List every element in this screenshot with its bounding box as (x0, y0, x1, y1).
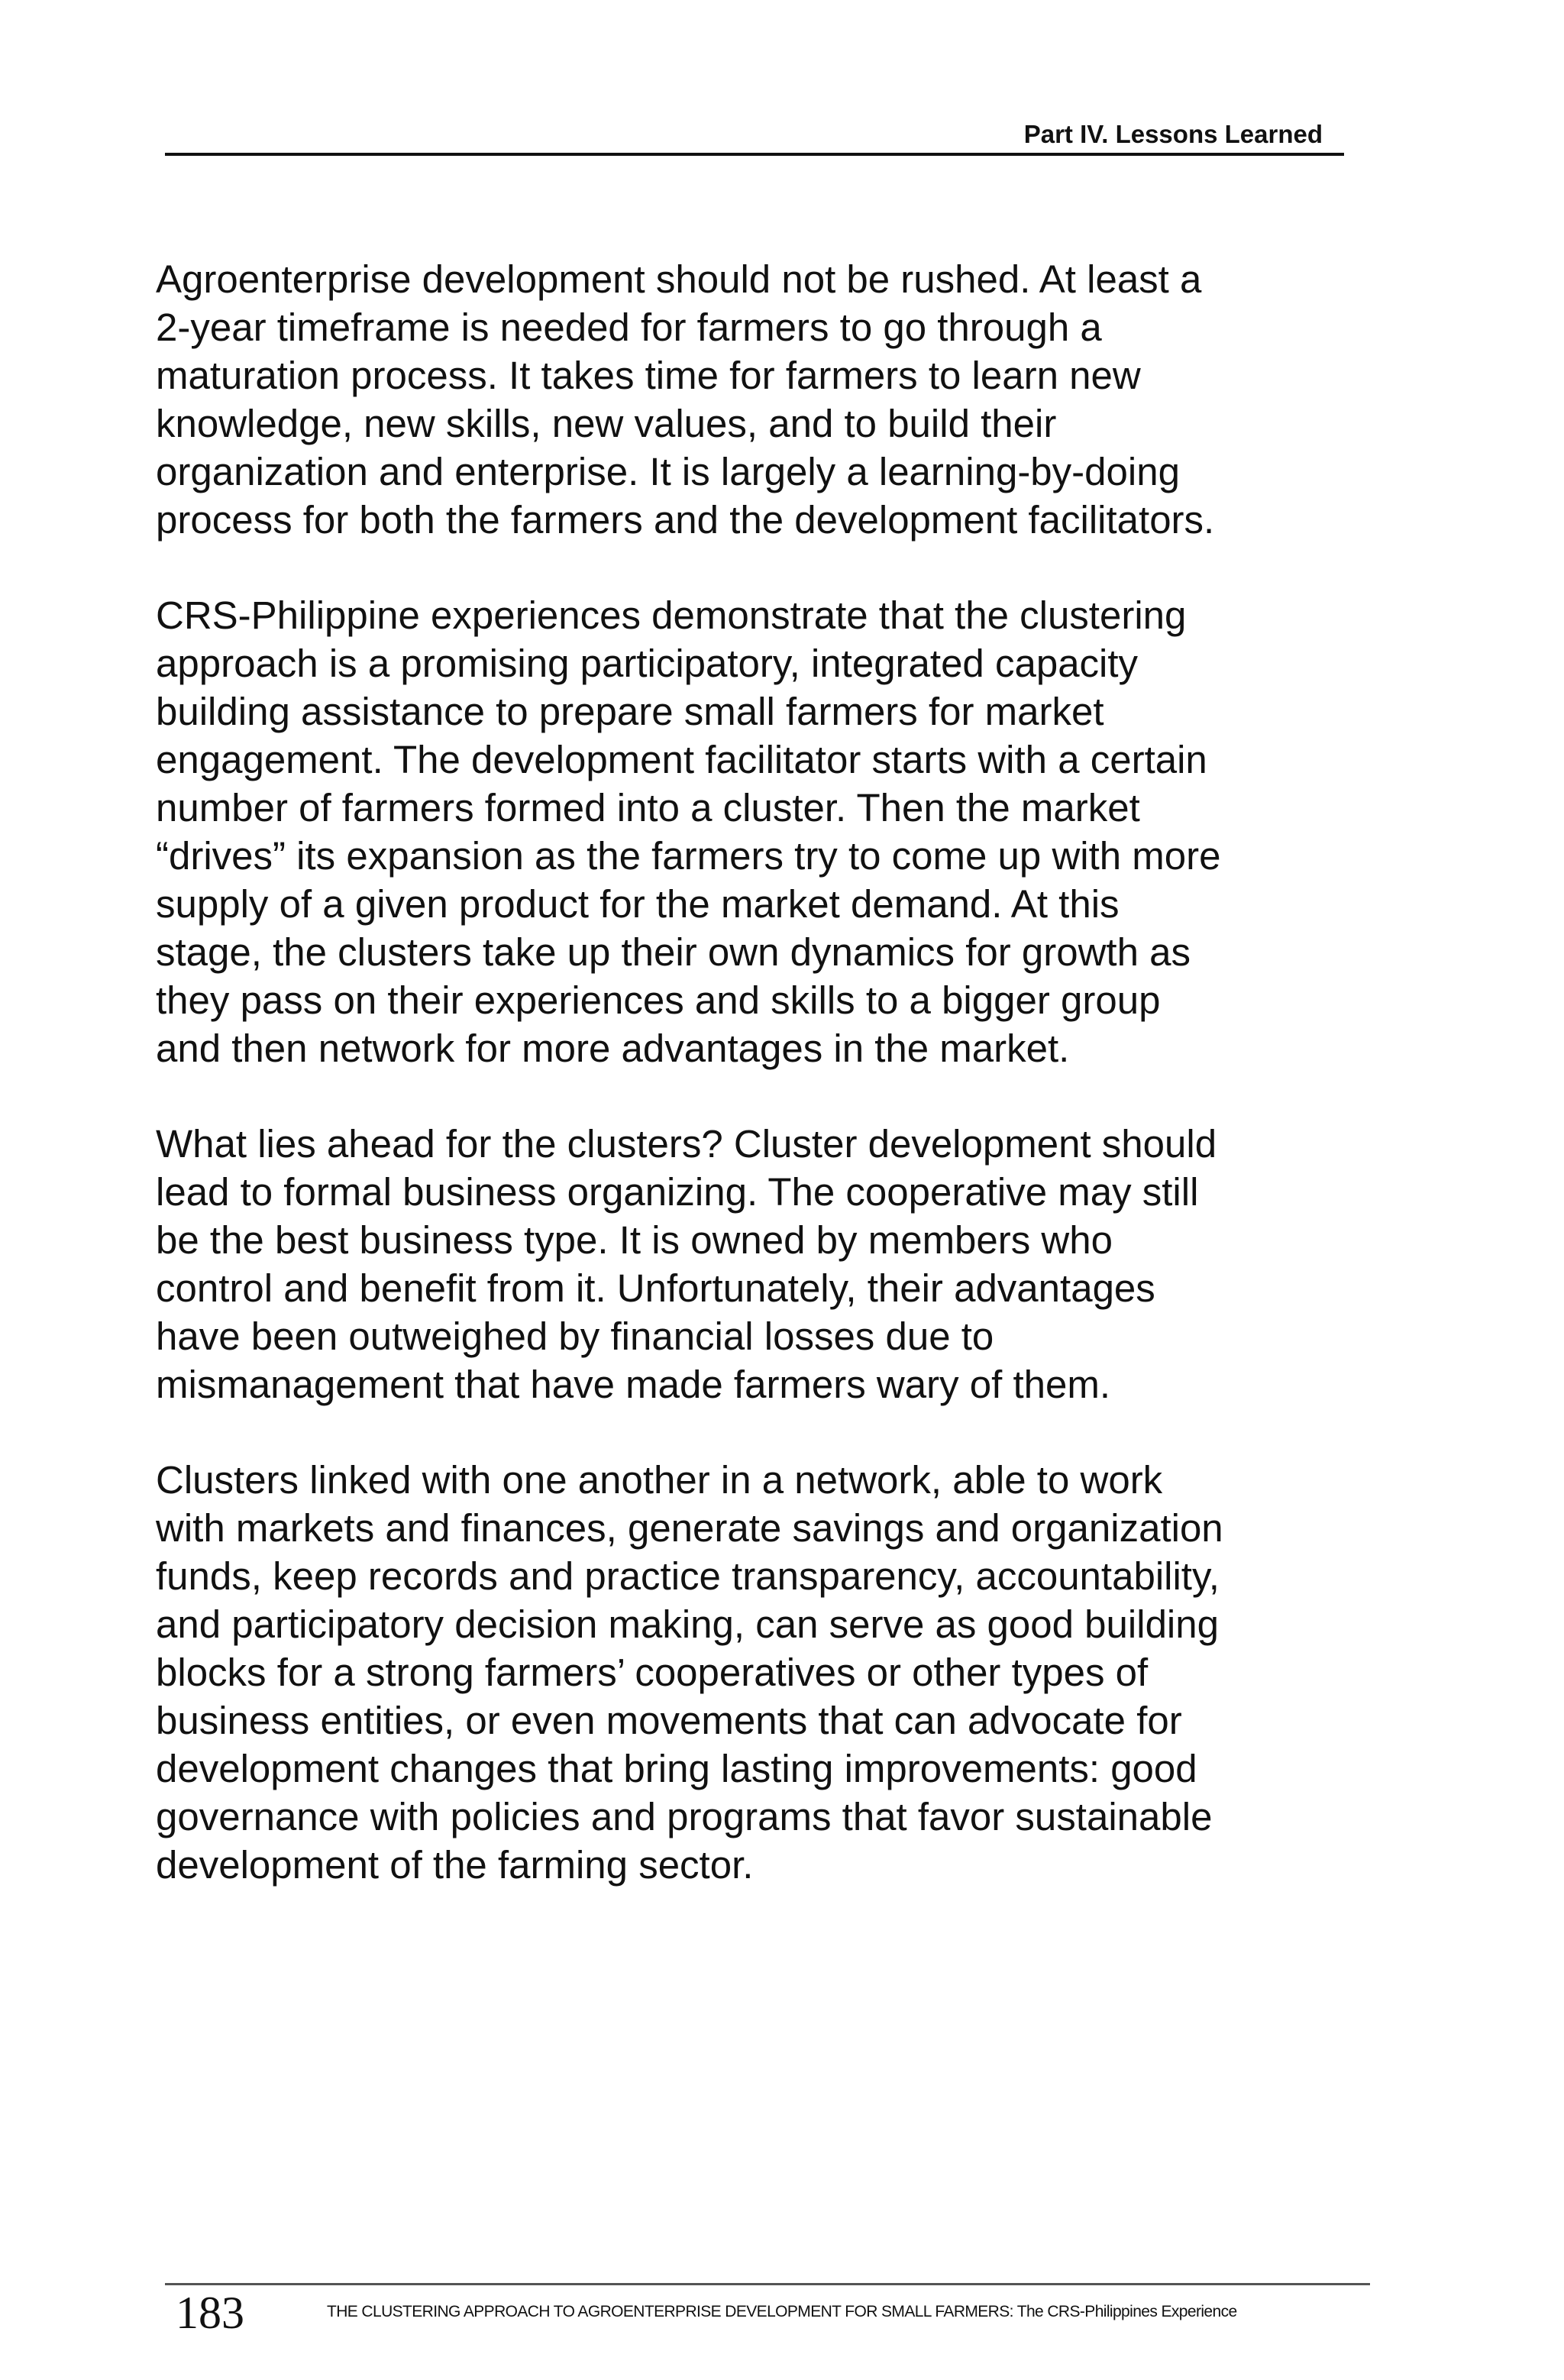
paragraph: What lies ahead for the clusters? Cluster development should lead to formal business organizing. The cooperative may still be the best business type. It is owned by members who control and benefit from it. Unfortunately, their advantages have been outweighed by financial losses due to mismanagement that have made farmers wary of them. (156, 1122, 1217, 1406)
page-number: 183 (176, 2288, 244, 2338)
running-header (165, 119, 1344, 156)
paragraph: CRS-Philippine experiences demonstrate that the clustering approach is a promising participatory, integrated capacity building assistance to prepare small farmers for market engagement. The development facilitator starts with a certain number of farmers formed into a cluster. Then the market “drives” its expansion as the farmers try to come up with more supply of a given product for the market demand. At this stage, the clusters take up their own dynamics for growth as they pass on their experiences and skills to a bigger group and then network for more advantages in the market. (156, 593, 1221, 1070)
book-title: THE CLUSTERING APPROACH TO AGROENTERPRISE DEVELOPMENT FOR SMALL FARMERS: The CRS-Philippines Experience (327, 2303, 1237, 2320)
footer-divider (165, 2283, 1370, 2285)
section-title: Part IV. Lessons Learned (1023, 120, 1323, 148)
paragraph: Agroenterprise development should not be rushed. At least a 2-year timeframe is needed for farmers to go through a maturation process. It takes time for farmers to learn new knowledge, new skills, new values, and to build their organization and enterprise. It is largely a learning-by-doing process for both the farmers and the development facilitators. (156, 257, 1215, 542)
paragraph: Clusters linked with one another in a network, able to work with markets and finances, generate savings and organization funds, keep records and practice transparency, accountability, and participatory decision making, can serve as good building blocks for a strong farmers’ cooperatives or other types of business entities, or even movements that can advocate for development changes that bring lasting improvements: good governance with policies and programs that favor sustainable development of the farming sector. (156, 1458, 1223, 1887)
body-text (156, 255, 1324, 1936)
